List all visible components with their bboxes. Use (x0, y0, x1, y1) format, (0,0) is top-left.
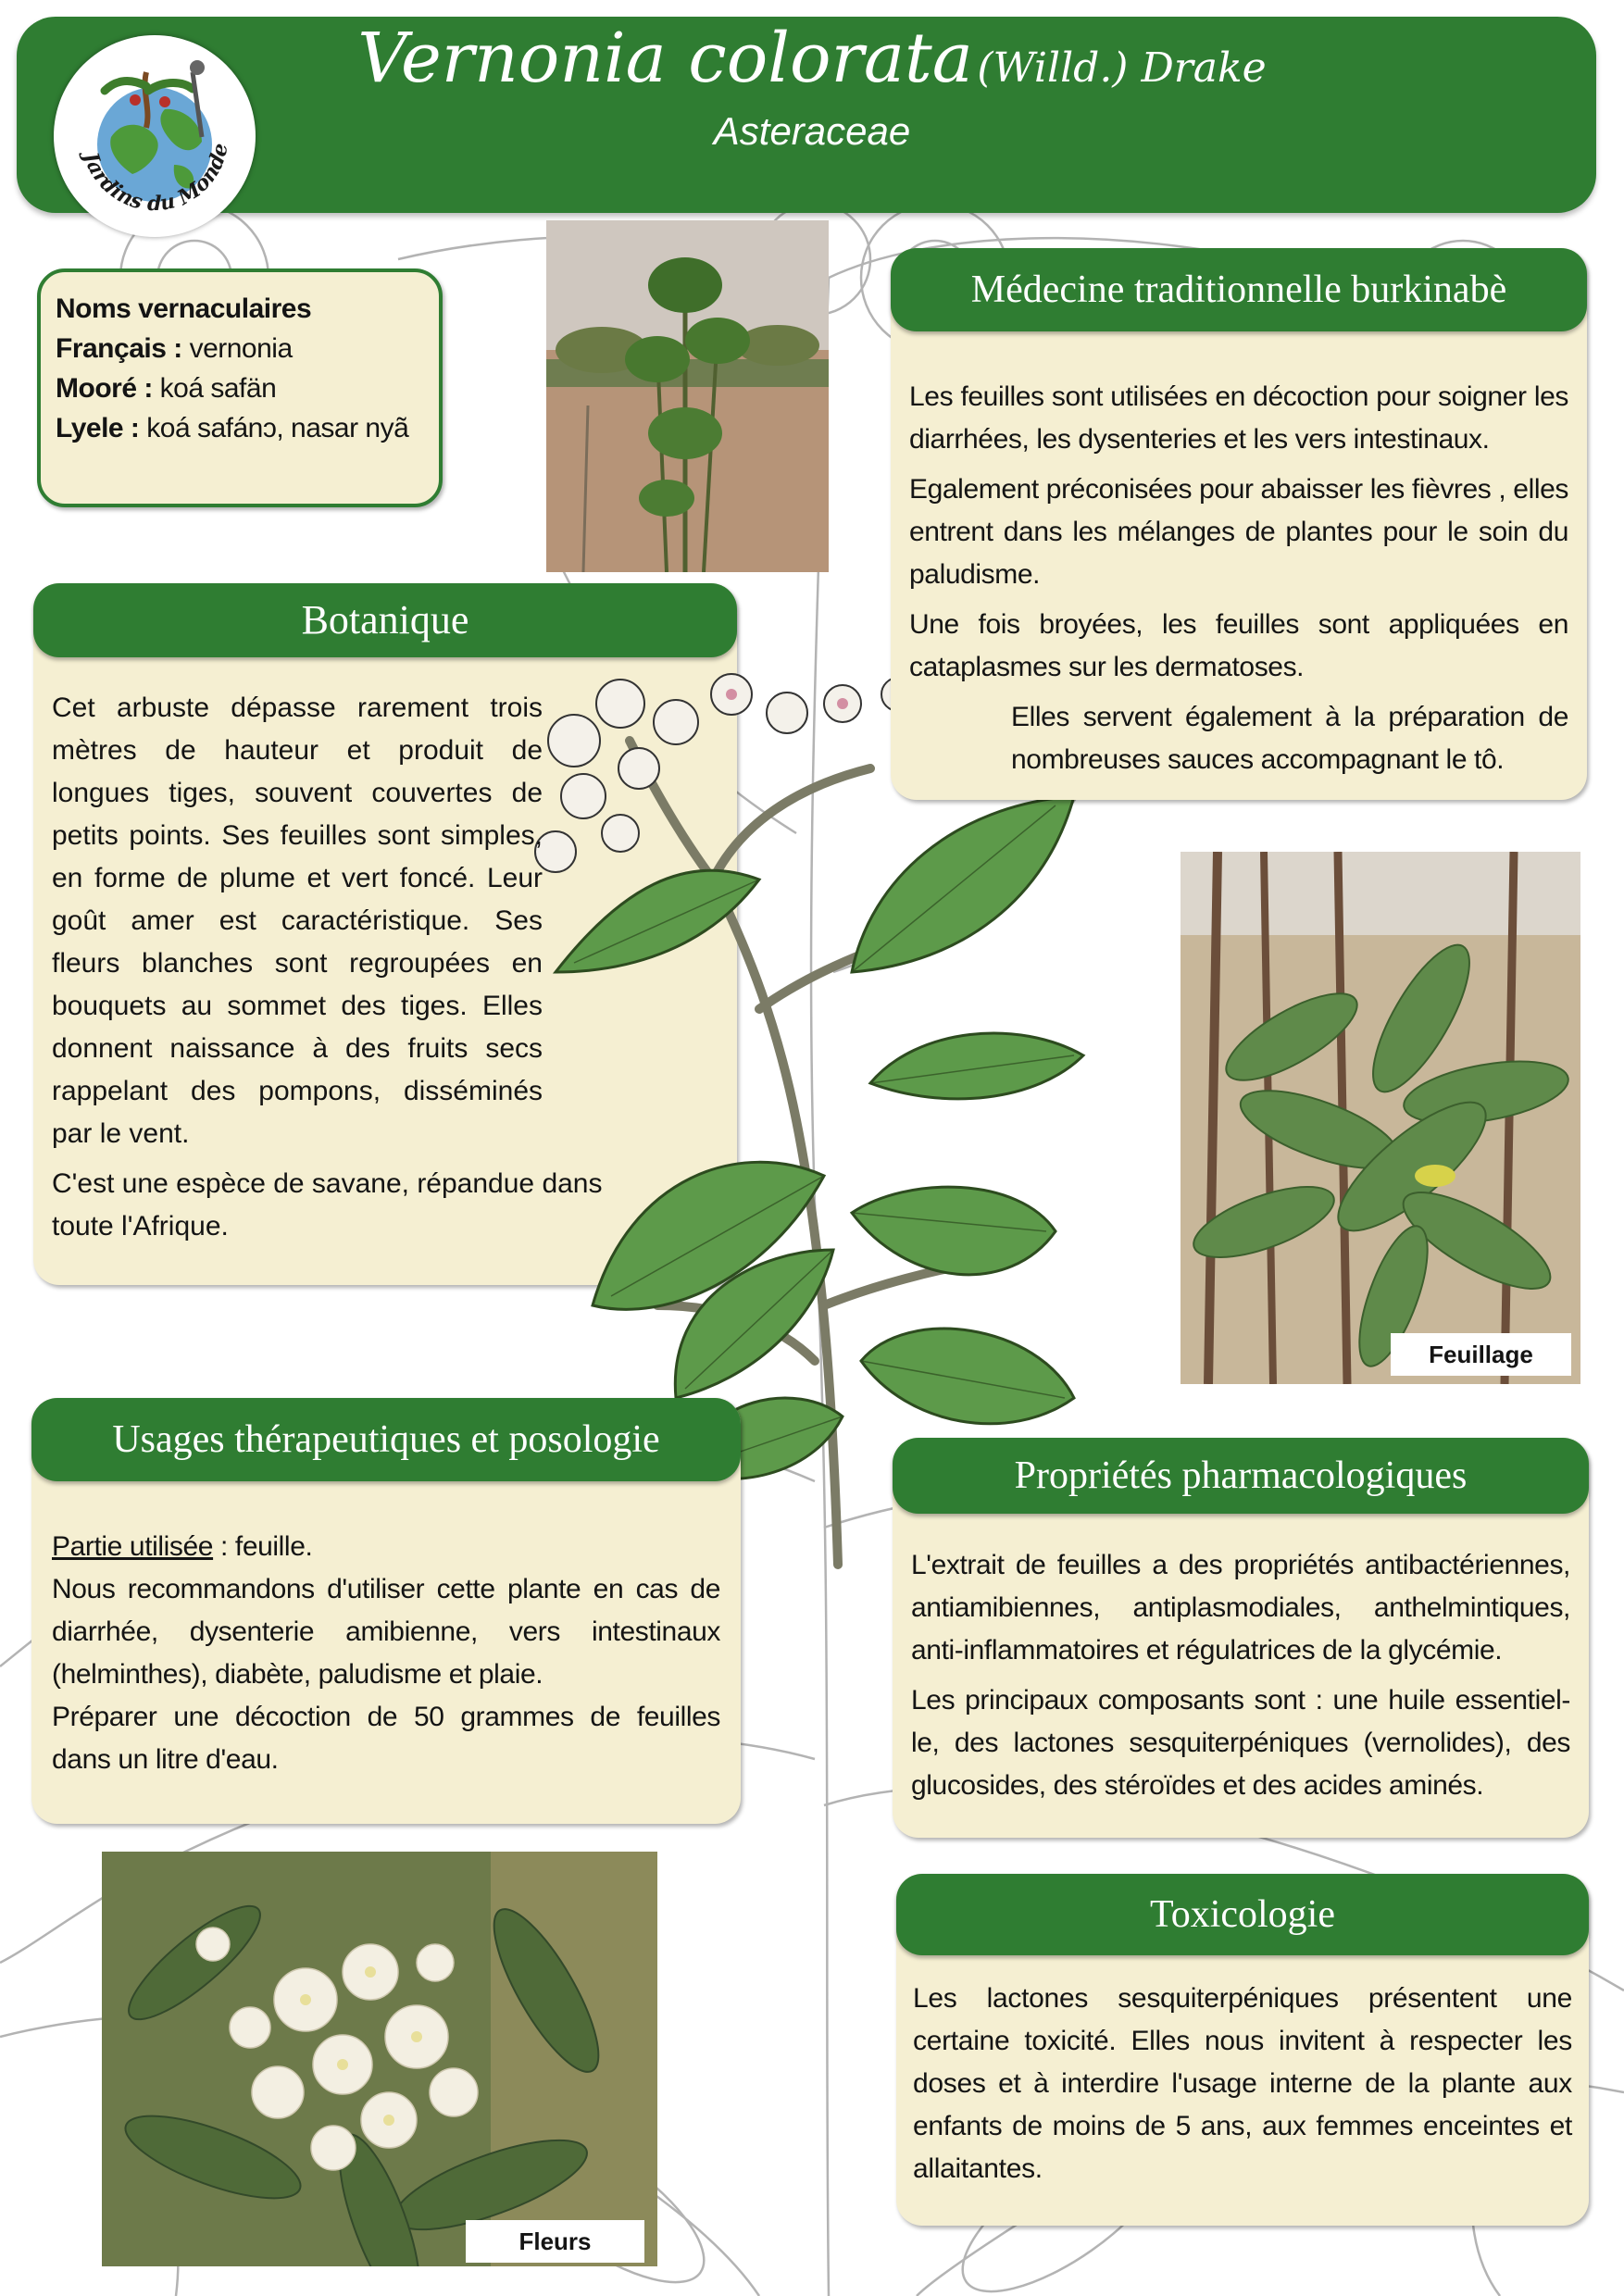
proprietes-paragraph-2: Les principaux composants sont : une huile essentiel-le, des lactones sesquiterpéniques (vernolides), des glucosides, des stéroïdes et des acides aminés. (911, 1685, 1570, 1801)
foliage-caption: Feuillage (1391, 1333, 1571, 1376)
logo-text (54, 35, 256, 237)
family-name: Asteraceae (713, 109, 911, 153)
botanique-text (52, 687, 718, 1255)
vernacular-row-moore: Mooré : koá safän (56, 373, 277, 404)
botanique-title: Botanique (33, 583, 737, 657)
flowers-caption: Fleurs (466, 2220, 644, 2263)
flowers-photo (102, 1852, 657, 2266)
medecine-text (909, 376, 1568, 789)
botanique-paragraph-2: C'est une espèce de savane, répandue dans toute l'Afrique. (52, 1168, 603, 1242)
vernacular-row-lyele: Lyele : koá safánɔ, nasar nyã (56, 413, 409, 443)
vernacular-heading: Noms vernaculaires (56, 293, 312, 324)
usages-paragraph-2: Préparer une décoction de 50 grammes de feuilles dans un litre d'eau. (52, 1702, 720, 1775)
vernacular-names-box (37, 268, 443, 507)
species-name: Vernonia colorata (357, 19, 973, 98)
usages-part-line: Partie utilisée : feuille. (52, 1531, 313, 1562)
usages-text (52, 1526, 720, 1789)
usages-title: Usages thérapeutiques et posologie (31, 1398, 741, 1481)
medecine-paragraph-4: Elles servent également à la préparation de nombreuses sauces accompagnant le tô. (1011, 702, 1568, 775)
usages-paragraph-1: Nous recommandons d'utiliser cette plante en cas de diarrhée, dysenterie amibienne, vers intestinaux (helminthes), diabète, paludisme et plaie. (52, 1574, 720, 1690)
toxicologie-title: Toxicologie (896, 1874, 1589, 1955)
proprietes-paragraph-1: L'extrait de feuilles a des propriétés antibactériennes, antiamibiennes, antiplasmodiales, anthelmintiques, anti-inflammatoires et régulatrices de la glycémie. (911, 1550, 1570, 1666)
logo-caption: Jardins du Monde (78, 141, 233, 217)
toxicologie-paragraph-1: Les lactones sesquiterpéniques présentent une certaine toxicité. Elles nous invitent à respecter les doses et à interdire l'usage interne de la plante aux enfants de moins de 5 ans, aux femmes enceintes et allaitantes. (913, 1983, 1572, 2184)
toxicologie-text (913, 1978, 1572, 2198)
proprietes-text (911, 1544, 1570, 1815)
proprietes-title: Propriétés pharmacologiques (893, 1438, 1589, 1514)
species-author: (Willd.) Drake (977, 44, 1267, 92)
shrub-photo (546, 220, 829, 572)
medecine-paragraph-1: Les feuilles sont utilisées en décoction pour soigner les diarrhées, les dysenteries et les vers intestinaux. (909, 381, 1568, 455)
medecine-paragraph-3: Une fois broyées, les feuilles sont appliquées en cataplasmes sur les dermatoses. (909, 609, 1568, 682)
svg-text:Jardins du Monde (77, 142, 232, 216)
botanique-paragraph-1: Cet arbuste dépasse rarement trois mètres de hauteur et produit de longues tiges, souvent couvertes de petits points. Ses feuilles sont simples, en forme de plume et vert foncé. Leur goût amer est caractéristique. Ses fleurs blanches sont regroupées en bouquets au sommet des tiges. Elles donnent naissance à des fruits secs rappelant des pompons, disséminés par le vent. (52, 693, 543, 1149)
foliage-photo (1181, 852, 1580, 1384)
vernacular-row-francais: Français : vernonia (56, 333, 293, 364)
medecine-paragraph-2: Egalement préconisées pour abaisser les fièvres , elles entrent dans les mélanges de plantes pour le soin du paludisme. (909, 474, 1568, 590)
medecine-title: Médecine traditionnelle burkinabè (891, 248, 1587, 331)
